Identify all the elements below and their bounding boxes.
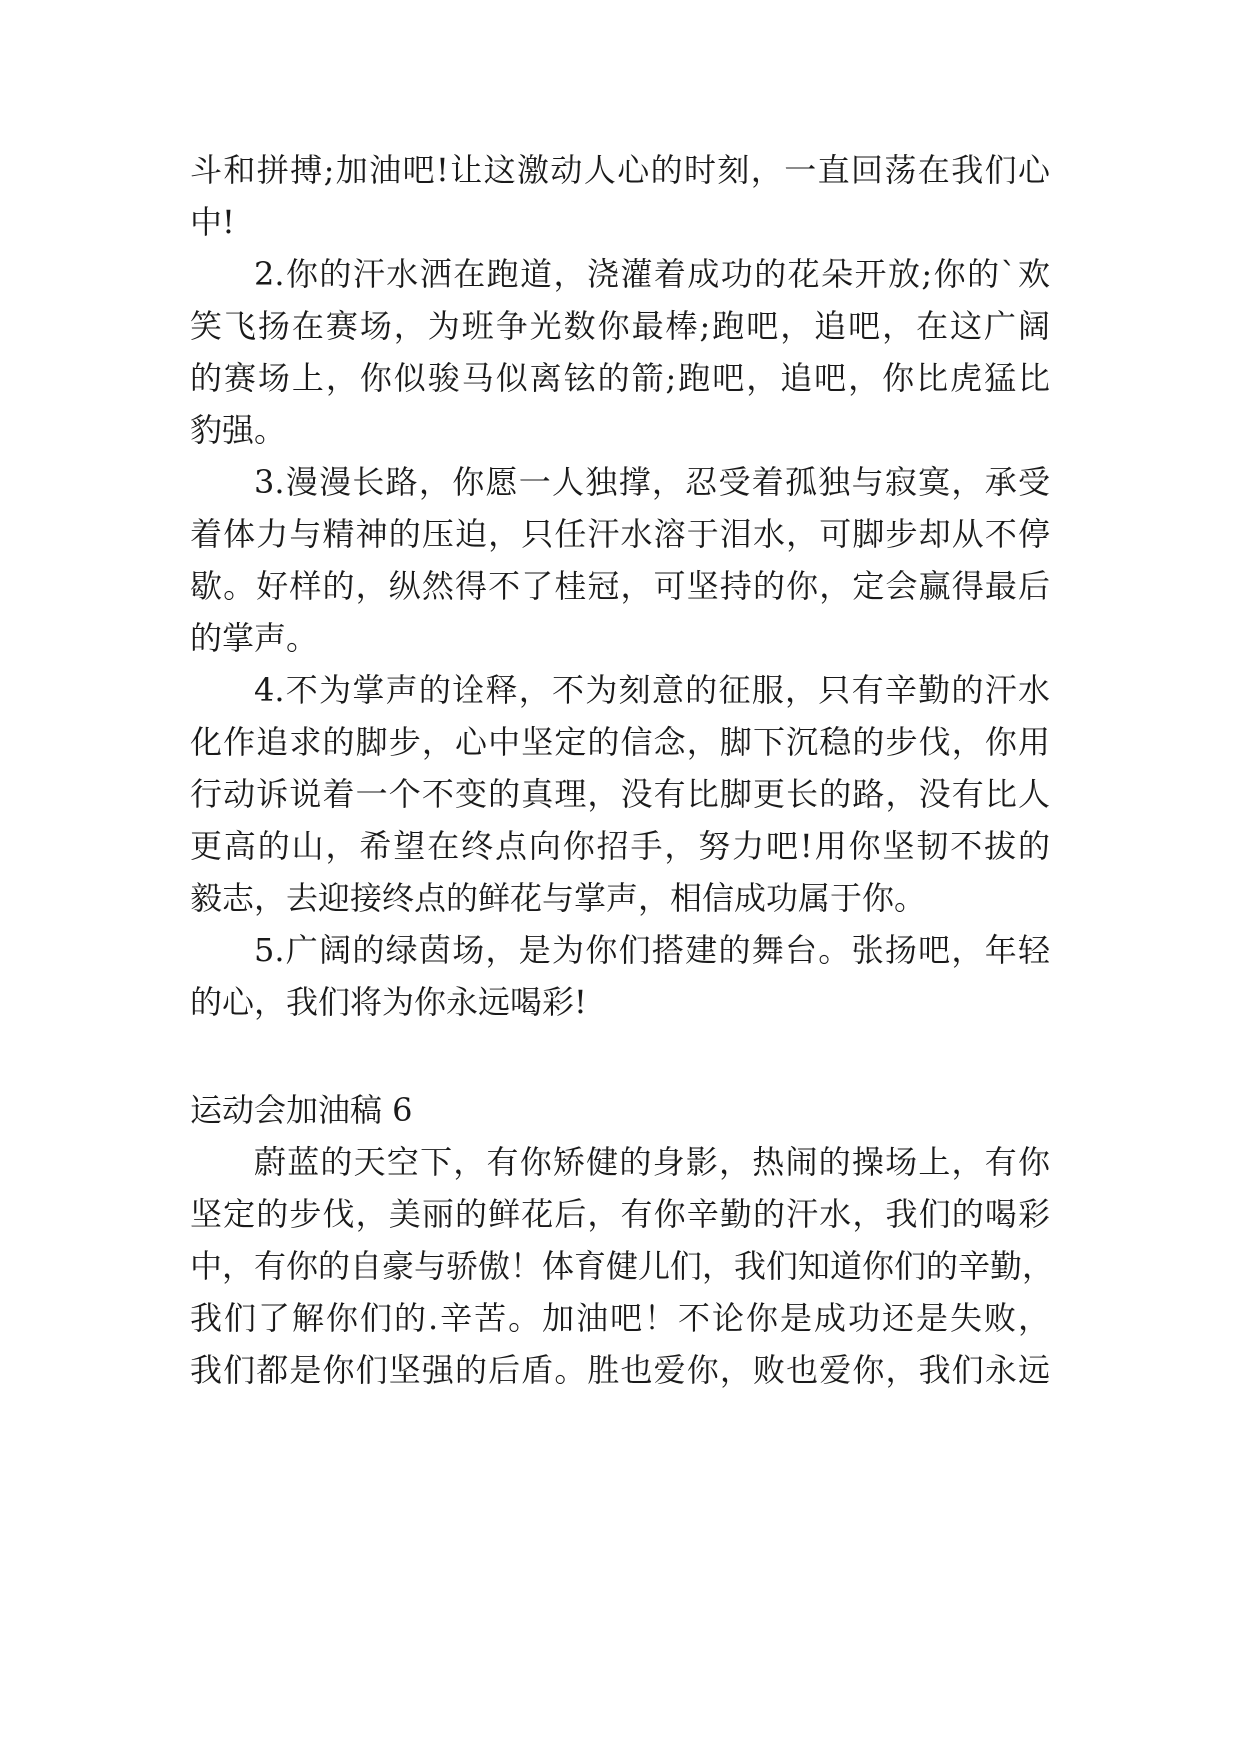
paragraph-line: 歇。好样的，纵然得不了桂冠，可坚持的你，定会赢得最后 — [190, 567, 1050, 605]
paragraph-line: 豹强。 — [190, 411, 287, 449]
paragraph-line: 5.广阔的绿茵场，是为你们搭建的舞台。张扬吧，年轻 — [254, 931, 1050, 969]
paragraph-line: 2.你的汗水洒在跑道，浇灌着成功的花朵开放;你的`欢 — [254, 255, 1050, 293]
paragraph-line: 4.不为掌声的诠释，不为刻意的征服，只有辛勤的汗水 — [254, 671, 1050, 709]
paragraph-line: 的赛场上，你似骏马似离铉的箭;跑吧，追吧，你比虎猛比 — [190, 359, 1050, 397]
paragraph-line: 我们都是你们坚强的后盾。胜也爱你，败也爱你，我们永远 — [190, 1351, 1050, 1389]
paragraph-line: 蔚蓝的天空下，有你矫健的身影，热闹的操场上，有你 — [254, 1143, 1050, 1181]
paragraph-line: 笑飞扬在赛场，为班争光数你最棒;跑吧，追吧，在这广阔 — [190, 307, 1050, 345]
paragraph-line: 中! — [190, 203, 235, 241]
paragraph-line: 着体力与精神的压迫，只任汗水溶于泪水，可脚步却从不停 — [190, 515, 1050, 553]
paragraph-line: 3.漫漫长路，你愿一人独撑，忍受着孤独与寂寞，承受 — [254, 463, 1050, 501]
paragraph-line: 行动诉说着一个不变的真理，没有比脚更长的路，没有比人 — [190, 775, 1050, 813]
section-heading: 运动会加油稿 6 — [190, 1091, 413, 1129]
paragraph-line: 的掌声。 — [190, 619, 319, 657]
paragraph-line: 化作追求的脚步，心中坚定的信念，脚下沉稳的步伐，你用 — [190, 723, 1050, 761]
paragraph-line: 坚定的步伐，美丽的鲜花后，有你辛勤的汗水，我们的喝彩 — [190, 1195, 1050, 1233]
paragraph-line: 我们了解你们的.辛苦。加油吧！不论你是成功还是失败， — [190, 1299, 1050, 1337]
paragraph-line: 中，有你的自豪与骄傲！体育健儿们，我们知道你们的辛勤， — [190, 1247, 1055, 1285]
paragraph-line: 毅志，去迎接终点的鲜花与掌声，相信成功属于你。 — [190, 879, 927, 917]
paragraph-line: 更高的山，希望在终点向你招手，努力吧!用你坚韧不拔的 — [190, 827, 1050, 865]
paragraph-line: 斗和拼搏;加油吧!让这激动人心的时刻，一直回荡在我们心 — [190, 151, 1050, 189]
paragraph-line: 的心，我们将为你永远喝彩! — [190, 983, 587, 1021]
